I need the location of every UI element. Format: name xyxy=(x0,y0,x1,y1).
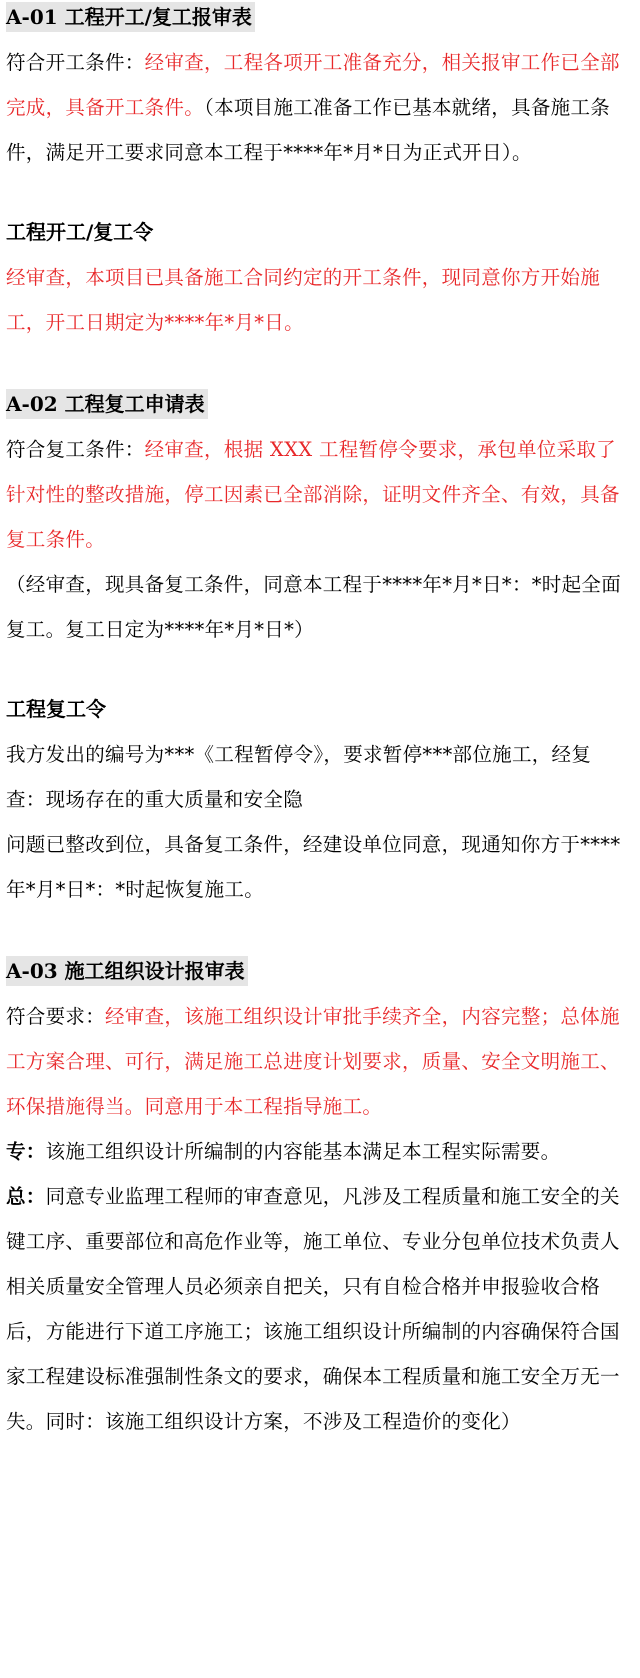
section-title-resume-order: 工程复工令 xyxy=(6,697,106,721)
specialist-text: 该施工组织设计所编制的内容能基本满足本工程实际需要。 xyxy=(45,1140,561,1163)
a03-review-red: 经审查，该施工组织设计审批手续齐全，内容完整；总体施工方案合理、可行，满足施工总进度计划要求，质量、安全文明施工、环保措施得当。同意用于本工程指导施工。 xyxy=(6,1005,620,1118)
a02-paragraph xyxy=(6,427,630,562)
spacer xyxy=(6,912,630,954)
spacer xyxy=(6,345,630,387)
a01-review-red: 经审查，工程各项开工准备充分，相关报审工作已全部完成，具备开工条件。 xyxy=(6,51,620,119)
chief-text: 同意专业监理工程师的审查意见，凡涉及工程质量和施工安全的关键工序、重要部位和高危作业等，施工单位、专业分包单位技术负责人相关质量安全管理人员必须亲自把关，只有自检合格并申报验收合格后，方能进行下道工序施工；该施工组织设计所编制的内容确保符合国家工程建设标准强制性条文的要求，确保本工程质量和施工安全万无一失。同时：该施工组织设计方案，不涉及工程造价的变化） xyxy=(6,1185,620,1433)
specialist-label: 专： xyxy=(6,1140,46,1163)
spacer xyxy=(6,175,630,217)
section-title-a01: A-01 工程开工/复工报审表 xyxy=(6,2,255,32)
section-title-a02: A-02 工程复工申请表 xyxy=(6,389,208,419)
resume-order-paragraph-1: 我方发出的编号为***《工程暂停令》，要求暂停***部位施工，经复查：现场存在的重大质量和安全隐 xyxy=(6,743,592,811)
a02-note: （经审查，现具备复工条件，同意本工程于****年*月*日*：*时起全面复工。复工日定为****年*月*日*） xyxy=(6,573,621,641)
section-title-a03: A-03 施工组织设计报审表 xyxy=(6,956,248,986)
a01-review-black: （本项目施工准备工作已基本就绪，具备施工条件，满足开工要求同意本工程于****年*月*日为正式开日）。 xyxy=(6,96,611,164)
a03-specialist-opinion xyxy=(6,1129,630,1174)
a03-label: 符合要求： xyxy=(6,1005,106,1028)
resume-order-paragraph-2: 问题已整改到位，具备复工条件，经建设单位同意，现通知你方于****年*月*日*：*时起恢复施工。 xyxy=(6,833,621,901)
section-title-start-order: 工程开工/复工令 xyxy=(6,220,154,244)
a01-paragraph xyxy=(6,40,630,175)
a03-chief-opinion xyxy=(6,1174,630,1444)
a02-review-red: 经审查，根据 XXX 工程暂停令要求，承包单位采取了针对性的整改措施，停工因素已全部消除，证明文件齐全、有效，具备复工条件。 xyxy=(6,438,620,551)
start-order-paragraph: 经审查，本项目已具备施工合同约定的开工条件，现同意你方开始施工，开工日期定为****年*月*日。 xyxy=(6,266,601,334)
a02-label: 符合复工条件： xyxy=(6,438,145,461)
a01-label: 符合开工条件： xyxy=(6,51,145,74)
spacer xyxy=(6,652,630,694)
chief-label: 总： xyxy=(6,1185,46,1208)
a03-paragraph xyxy=(6,994,630,1129)
document-page xyxy=(6,0,630,1444)
